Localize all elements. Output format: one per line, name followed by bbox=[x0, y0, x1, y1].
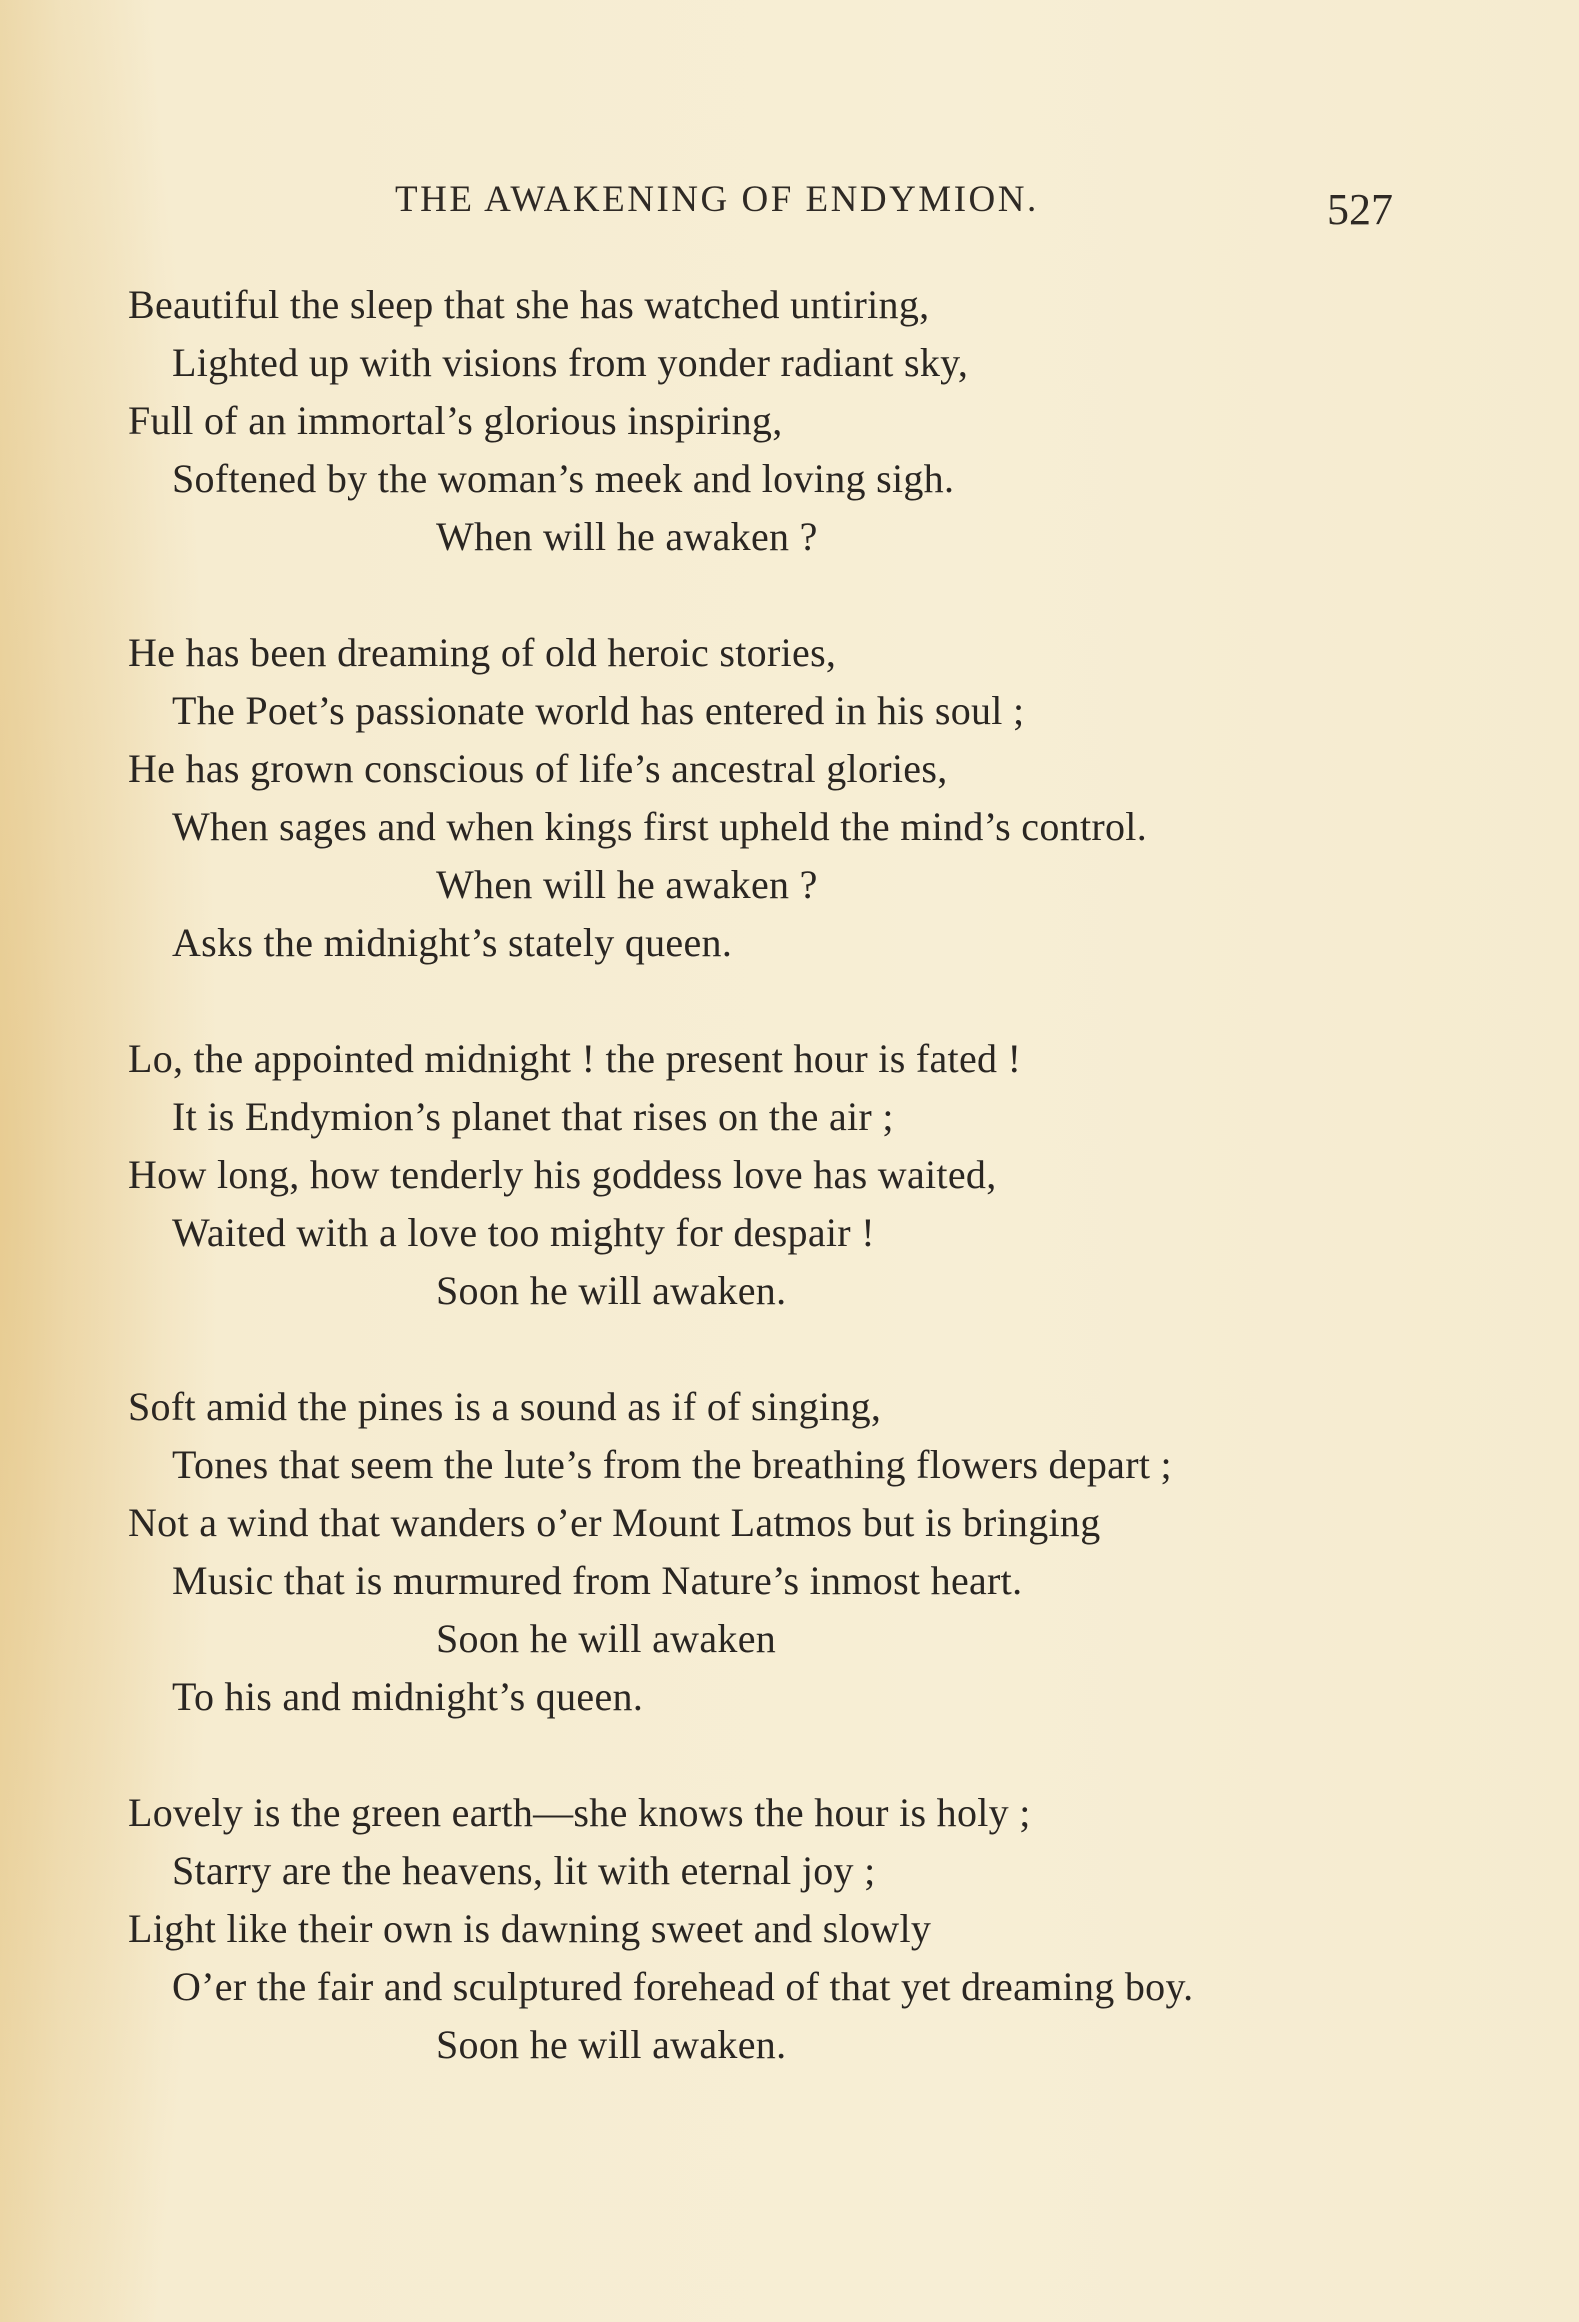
poem-line: Not a wind that wanders o’er Mount Latmos but is bringing bbox=[128, 1500, 1101, 1545]
stanza-3 bbox=[128, 1030, 1548, 1320]
poem-line: Lo, the appointed midnight ! the present hour is fated ! bbox=[128, 1036, 1022, 1081]
poem-line: When sages and when kings first upheld the mind’s control. bbox=[172, 804, 1147, 849]
poem-line: O’er the fair and sculptured forehead of that yet dreaming boy. bbox=[172, 1964, 1194, 2009]
stanza-2 bbox=[128, 624, 1548, 972]
refrain-line: When will he awaken ? bbox=[436, 862, 818, 907]
poem-line: Softened by the woman’s meek and loving sigh. bbox=[172, 456, 955, 501]
refrain-line: When will he awaken ? bbox=[436, 514, 818, 559]
poem-line: Starry are the heavens, lit with eternal joy ; bbox=[172, 1848, 876, 1893]
poem-line: Music that is murmured from Nature’s inmost heart. bbox=[172, 1558, 1023, 1603]
poem-line: Beautiful the sleep that she has watched untiring, bbox=[128, 282, 930, 327]
poem-line: Light like their own is dawning sweet and slowly bbox=[128, 1906, 932, 1951]
poem-line: Lovely is the green earth—she knows the hour is holy ; bbox=[128, 1790, 1031, 1835]
refrain-line: Asks the midnight’s stately queen. bbox=[172, 920, 733, 965]
poem-line: Full of an immortal’s glorious inspiring, bbox=[128, 398, 783, 443]
refrain-line: Soon he will awaken. bbox=[436, 1268, 787, 1313]
refrain-line: Soon he will awaken bbox=[436, 1616, 777, 1661]
poem-line: It is Endymion’s planet that rises on the air ; bbox=[172, 1094, 894, 1139]
poem bbox=[128, 276, 1548, 2132]
page-number: 527 bbox=[1327, 185, 1393, 234]
refrain-line: To his and midnight’s queen. bbox=[172, 1674, 644, 1719]
refrain-line: Soon he will awaken. bbox=[436, 2022, 787, 2067]
poem-line: Tones that seem the lute’s from the breathing flowers depart ; bbox=[172, 1442, 1172, 1487]
stanza-1 bbox=[128, 276, 1548, 566]
poem-line: The Poet’s passionate world has entered in his soul ; bbox=[172, 688, 1025, 733]
poem-line: Soft amid the pines is a sound as if of singing, bbox=[128, 1384, 882, 1429]
poem-line: He has grown conscious of life’s ancestral glories, bbox=[128, 746, 948, 791]
poem-line: How long, how tenderly his goddess love has waited, bbox=[128, 1152, 997, 1197]
stanza-4 bbox=[128, 1378, 1548, 1726]
poem-line: Waited with a love too mighty for despair ! bbox=[172, 1210, 875, 1255]
poem-line: Lighted up with visions from yonder radiant sky, bbox=[172, 340, 969, 385]
poem-line: He has been dreaming of old heroic stories, bbox=[128, 630, 837, 675]
running-title: THE AWAKENING OF ENDYMION. bbox=[395, 179, 1039, 220]
stanza-5 bbox=[128, 1784, 1548, 2074]
